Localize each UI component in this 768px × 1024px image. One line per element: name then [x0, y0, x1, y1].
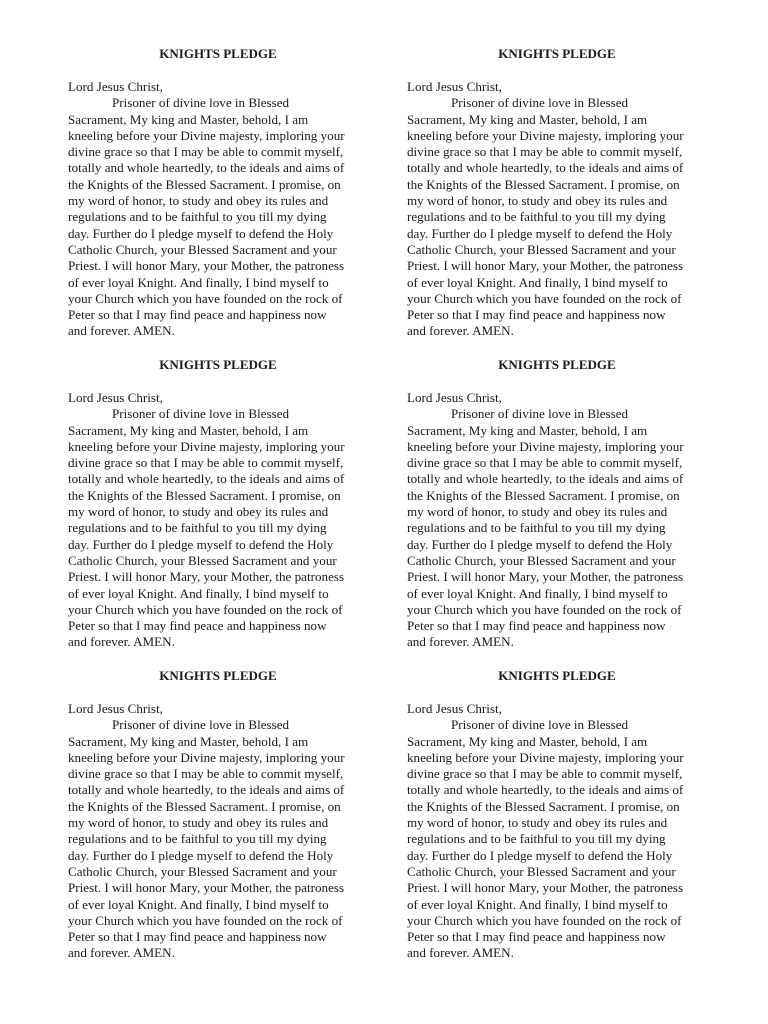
pledge-line: day. Further do I pledge myself to defend the Holy: [68, 847, 334, 863]
pledge-line: Peter so that I may find peace and happiness now: [407, 929, 666, 945]
pledge-line: regulations and to be faithful to you till my dying: [407, 209, 666, 225]
pledge-body: [68, 701, 368, 962]
pledge-title: KNIGHTS PLEDGE: [498, 357, 616, 372]
pledge-line: of ever loyal Knight. And finally, I bind myself to: [407, 896, 668, 912]
pledge-line: your Church which you have founded on the rock of: [407, 912, 682, 928]
pledge-line: kneeling before your Divine majesty, imploring your: [68, 438, 345, 454]
pledge-line: of ever loyal Knight. And finally, I bind myself to: [407, 585, 668, 601]
pledge-line: kneeling before your Divine majesty, imploring your: [407, 127, 684, 143]
pledge-line: Prisoner of divine love in Blessed: [112, 95, 290, 111]
pledge-line: Priest. I will honor Mary, your Mother, the patroness: [68, 258, 345, 274]
pledge-line: Peter so that I may find peace and happiness now: [68, 929, 327, 945]
pledge-line: regulations and to be faithful to you till my dying: [407, 520, 666, 536]
pledge-line: Peter so that I may find peace and happiness now: [68, 307, 327, 323]
pledge-title: KNIGHTS PLEDGE: [498, 46, 616, 61]
pledge-line: day. Further do I pledge myself to defend the Holy: [68, 536, 334, 552]
pledge-line: regulations and to be faithful to you till my dying: [407, 831, 666, 847]
pledge-line: totally and whole heartedly, to the ideals and aims of: [68, 471, 345, 487]
pledge-line: totally and whole heartedly, to the ideals and aims of: [68, 160, 345, 176]
pledge-line: Priest. I will honor Mary, your Mother, the patroness: [407, 569, 684, 585]
pledge-card-5: [68, 668, 368, 962]
pledge-line: kneeling before your Divine majesty, imploring your: [68, 749, 345, 765]
pledge-line: day. Further do I pledge myself to defend the Holy: [407, 847, 673, 863]
pledge-line: and forever. AMEN.: [68, 634, 175, 650]
pledge-line: kneeling before your Divine majesty, imploring your: [68, 127, 345, 143]
pledge-line: Peter so that I may find peace and happiness now: [407, 618, 666, 634]
pledge-line: day. Further do I pledge myself to defend the Holy: [407, 536, 673, 552]
pledge-line: your Church which you have founded on the rock of: [68, 601, 343, 617]
pledge-line: of ever loyal Knight. And finally, I bind myself to: [68, 274, 329, 290]
pledge-line: the Knights of the Blessed Sacrament. I promise, on: [407, 487, 680, 503]
pledge-line: Prisoner of divine love in Blessed: [451, 406, 629, 422]
pledge-title: KNIGHTS PLEDGE: [498, 668, 616, 683]
pledge-line: Catholic Church, your Blessed Sacrament and your: [68, 552, 337, 568]
pledge-card-4: [407, 357, 707, 651]
pledge-card-6: [407, 668, 707, 962]
pledge-line: Lord Jesus Christ,: [407, 390, 502, 405]
pledge-line: Prisoner of divine love in Blessed: [112, 406, 290, 422]
pledge-line: of ever loyal Knight. And finally, I bind myself to: [68, 896, 329, 912]
pledge-line: my word of honor, to study and obey its rules and: [68, 193, 329, 209]
pledge-line: Sacrament, My king and Master, behold, I am: [68, 733, 309, 749]
pledge-line: Catholic Church, your Blessed Sacrament and your: [407, 241, 676, 257]
pledge-body: [68, 79, 368, 340]
pledge-body: [68, 390, 368, 651]
pledge-line: and forever. AMEN.: [407, 634, 514, 650]
pledge-line: regulations and to be faithful to you till my dying: [68, 520, 327, 536]
pledge-line: Lord Jesus Christ,: [407, 79, 502, 94]
pledge-line: divine grace so that I may be able to commit myself,: [68, 766, 344, 782]
pledge-line: your Church which you have founded on the rock of: [68, 290, 343, 306]
pledge-line: the Knights of the Blessed Sacrament. I promise, on: [68, 798, 341, 814]
pledge-line: Prisoner of divine love in Blessed: [451, 95, 629, 111]
pledge-body: [407, 79, 707, 340]
pledge-line: divine grace so that I may be able to commit myself,: [407, 144, 683, 160]
pledge-line: Sacrament, My king and Master, behold, I am: [407, 422, 648, 438]
pledge-line: Priest. I will honor Mary, your Mother, the patroness: [68, 880, 345, 896]
pledge-line: and forever. AMEN.: [407, 945, 514, 961]
pledge-line: Catholic Church, your Blessed Sacrament and your: [407, 552, 676, 568]
pledge-line: Sacrament, My king and Master, behold, I am: [68, 111, 309, 127]
pledge-line: Lord Jesus Christ,: [68, 701, 163, 716]
pledge-line: Sacrament, My king and Master, behold, I am: [407, 111, 648, 127]
pledge-line: Catholic Church, your Blessed Sacrament and your: [407, 863, 676, 879]
pledge-line: my word of honor, to study and obey its rules and: [68, 504, 329, 520]
pledge-line: totally and whole heartedly, to the ideals and aims of: [407, 471, 684, 487]
pledge-title: KNIGHTS PLEDGE: [159, 46, 277, 61]
pledge-line: divine grace so that I may be able to commit myself,: [407, 455, 683, 471]
pledge-line: divine grace so that I may be able to commit myself,: [68, 144, 344, 160]
pledge-line: Sacrament, My king and Master, behold, I am: [407, 733, 648, 749]
pledge-line: Peter so that I may find peace and happiness now: [68, 618, 327, 634]
pledge-line: Prisoner of divine love in Blessed: [451, 717, 629, 733]
pledge-line: regulations and to be faithful to you till my dying: [68, 831, 327, 847]
pledge-line: Lord Jesus Christ,: [68, 390, 163, 405]
pledge-line: Lord Jesus Christ,: [68, 79, 163, 94]
pledge-line: regulations and to be faithful to you till my dying: [68, 209, 327, 225]
pledge-line: Lord Jesus Christ,: [407, 701, 502, 716]
pledge-line: Priest. I will honor Mary, your Mother, the patroness: [407, 880, 684, 896]
pledge-line: kneeling before your Divine majesty, imploring your: [407, 749, 684, 765]
pledge-line: and forever. AMEN.: [68, 945, 175, 961]
pledge-body: [407, 701, 707, 962]
pledge-line: Priest. I will honor Mary, your Mother, the patroness: [407, 258, 684, 274]
pledge-line: Priest. I will honor Mary, your Mother, the patroness: [68, 569, 345, 585]
pledge-line: my word of honor, to study and obey its rules and: [68, 815, 329, 831]
pledge-line: totally and whole heartedly, to the ideals and aims of: [407, 782, 684, 798]
pledge-title: KNIGHTS PLEDGE: [159, 357, 277, 372]
pledge-line: divine grace so that I may be able to commit myself,: [68, 455, 344, 471]
pledge-line: of ever loyal Knight. And finally, I bind myself to: [68, 585, 329, 601]
pledge-line: Catholic Church, your Blessed Sacrament and your: [68, 863, 337, 879]
pledge-line: the Knights of the Blessed Sacrament. I promise, on: [68, 176, 341, 192]
pledge-line: the Knights of the Blessed Sacrament. I promise, on: [68, 487, 341, 503]
pledge-line: day. Further do I pledge myself to defend the Holy: [68, 225, 334, 241]
pledge-line: of ever loyal Knight. And finally, I bind myself to: [407, 274, 668, 290]
pledge-line: day. Further do I pledge myself to defend the Holy: [407, 225, 673, 241]
pledge-card-3: [68, 357, 368, 651]
pledge-line: Catholic Church, your Blessed Sacrament and your: [68, 241, 337, 257]
pledge-line: divine grace so that I may be able to commit myself,: [407, 766, 683, 782]
pledge-card-2: [407, 46, 707, 340]
pledge-line: Peter so that I may find peace and happiness now: [407, 307, 666, 323]
pledge-line: totally and whole heartedly, to the ideals and aims of: [407, 160, 684, 176]
pledge-line: my word of honor, to study and obey its rules and: [407, 504, 668, 520]
pledge-line: the Knights of the Blessed Sacrament. I promise, on: [407, 798, 680, 814]
pledge-line: and forever. AMEN.: [407, 323, 514, 339]
pledge-line: your Church which you have founded on the rock of: [407, 601, 682, 617]
pledge-line: kneeling before your Divine majesty, imploring your: [407, 438, 684, 454]
pledge-line: my word of honor, to study and obey its rules and: [407, 193, 668, 209]
pledge-line: my word of honor, to study and obey its rules and: [407, 815, 668, 831]
pledge-line: the Knights of the Blessed Sacrament. I promise, on: [407, 176, 680, 192]
pledge-title: KNIGHTS PLEDGE: [159, 668, 277, 683]
pledge-line: your Church which you have founded on the rock of: [407, 290, 682, 306]
pledge-card-1: [68, 46, 368, 340]
pledge-line: Sacrament, My king and Master, behold, I am: [68, 422, 309, 438]
pledge-line: and forever. AMEN.: [68, 323, 175, 339]
pledge-line: your Church which you have founded on the rock of: [68, 912, 343, 928]
pledge-body: [407, 390, 707, 651]
pledge-line: Prisoner of divine love in Blessed: [112, 717, 290, 733]
pledge-line: totally and whole heartedly, to the ideals and aims of: [68, 782, 345, 798]
